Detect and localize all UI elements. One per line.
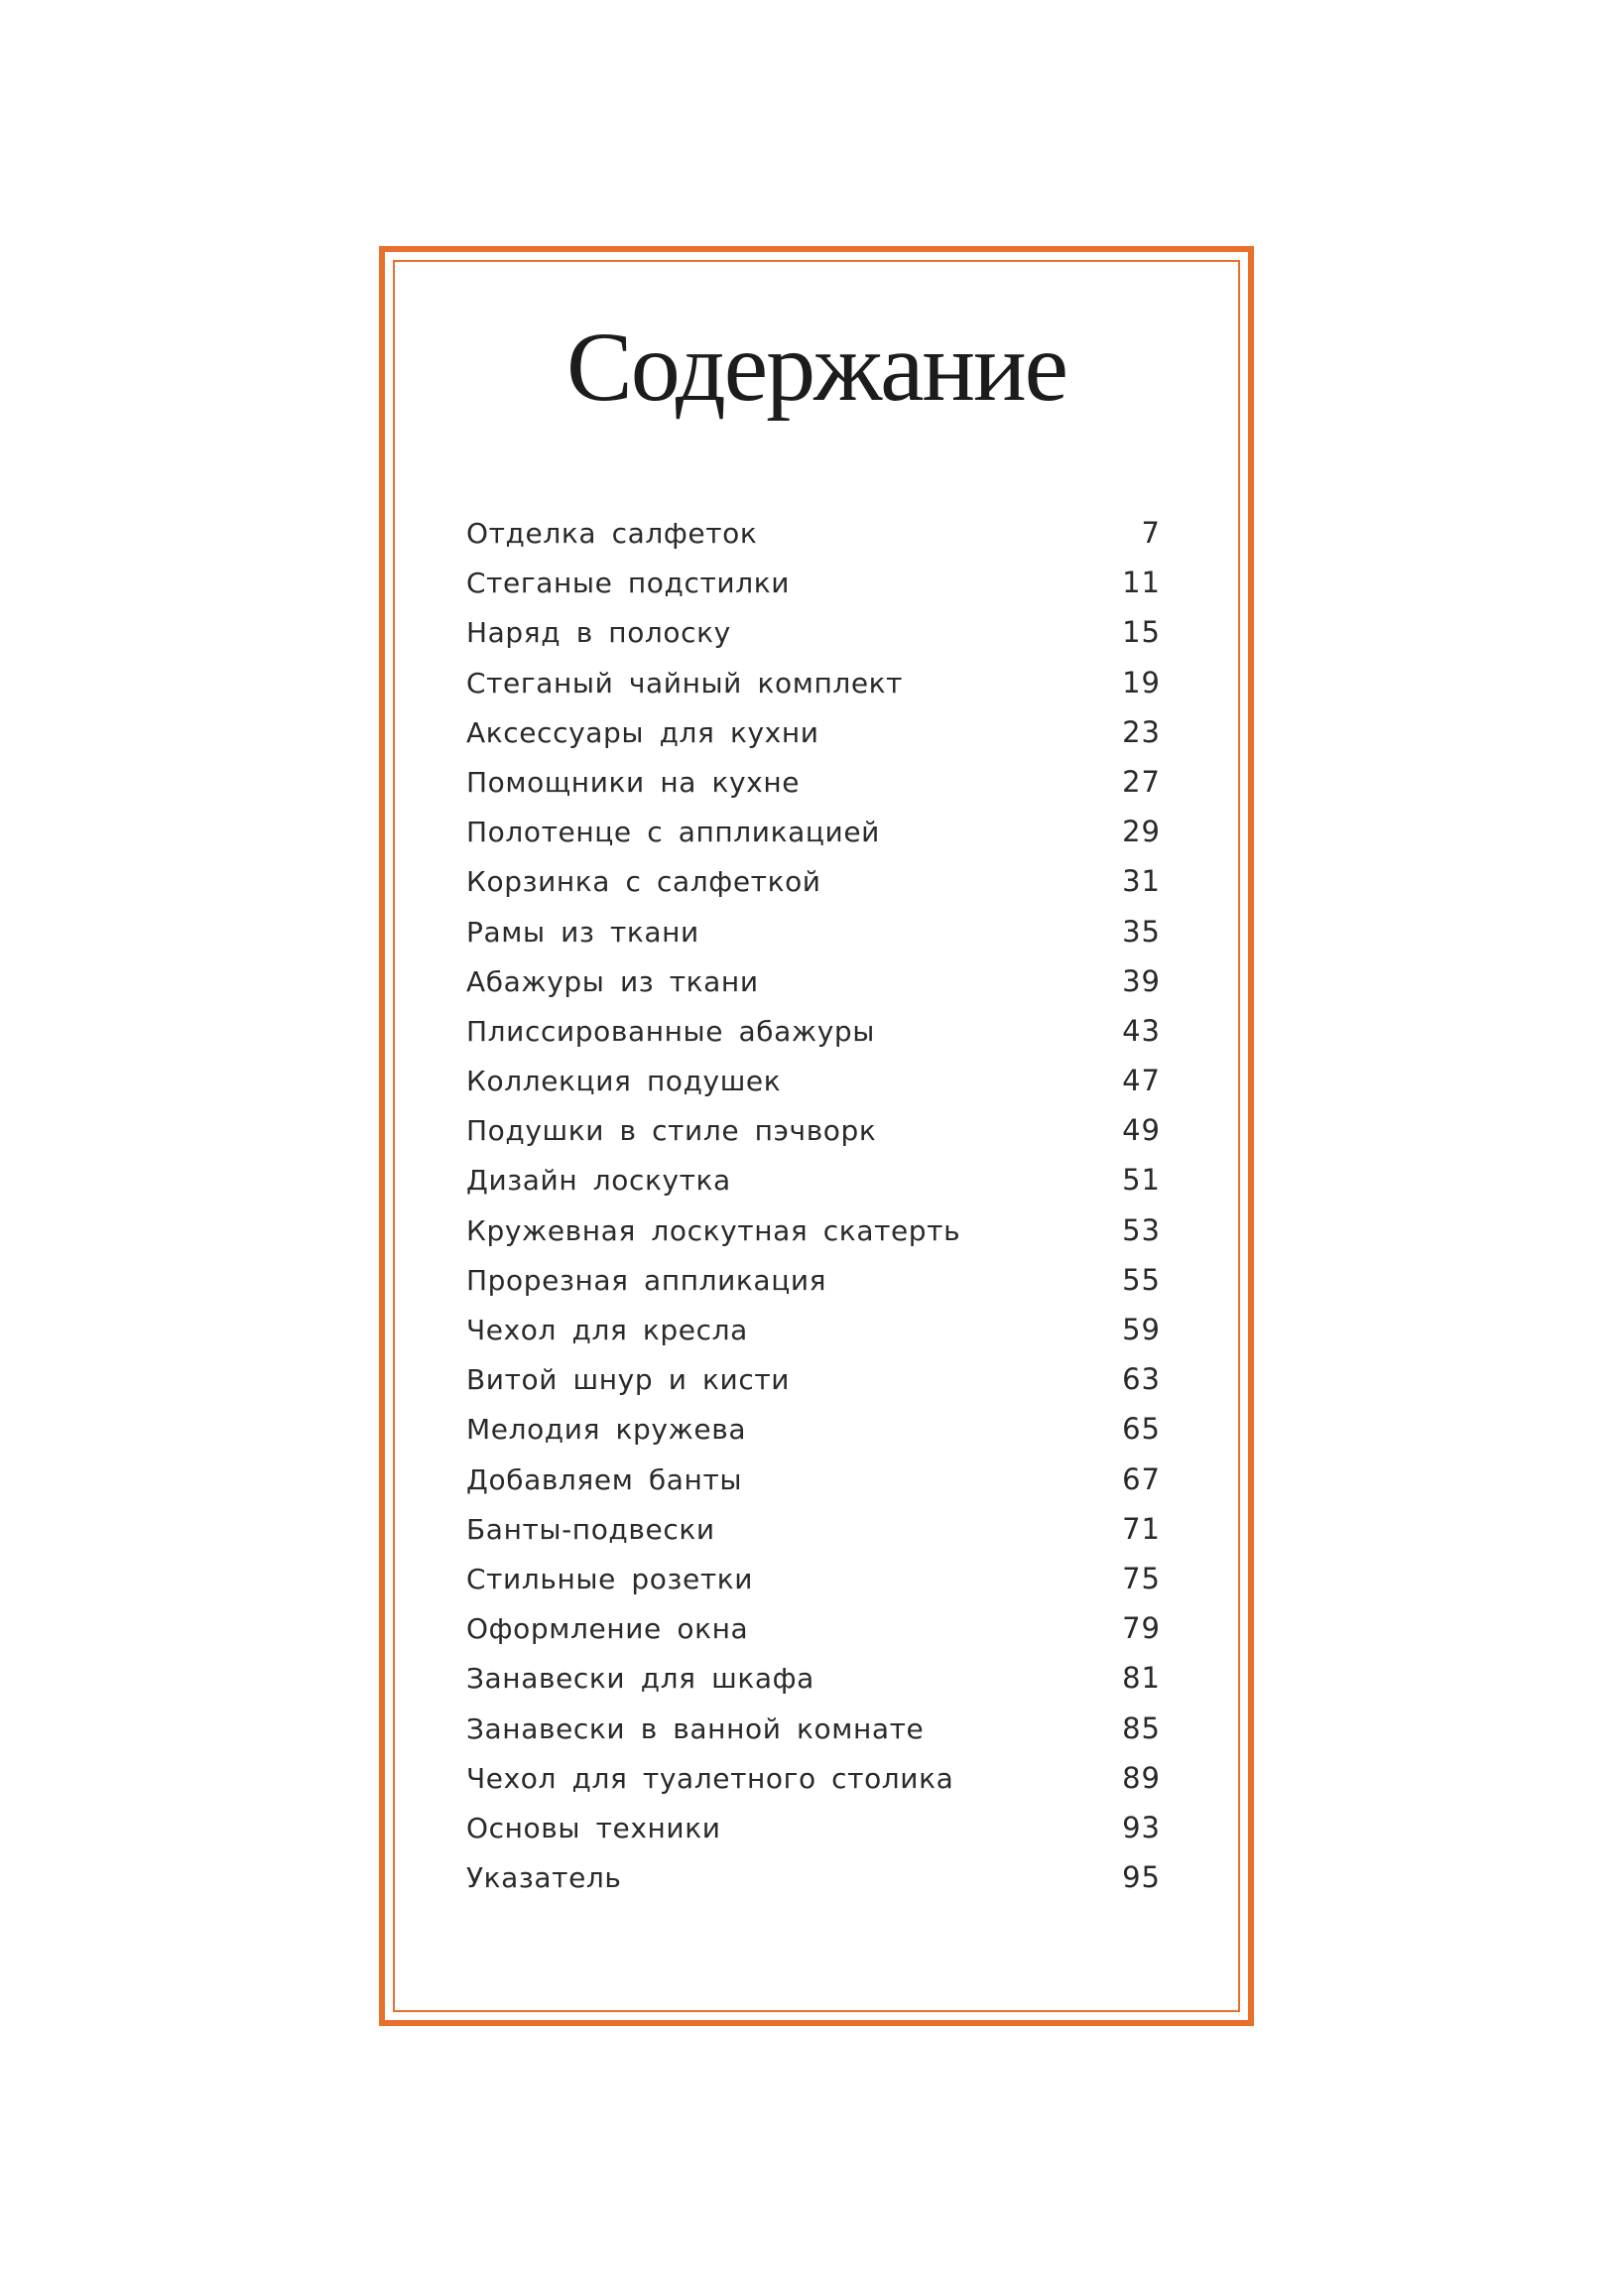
toc-entry	[466, 615, 1161, 665]
toc-entry-title: Кружевная лоскутная скатерть	[466, 1213, 961, 1247]
toc-entry-page: 49	[1122, 1113, 1161, 1148]
toc-entry-page: 51	[1122, 1163, 1161, 1198]
toc-entry-title: Корзинка с салфеткой	[466, 865, 821, 899]
toc-entry-title: Наряд в полоску	[466, 616, 731, 650]
toc-entry-page: 43	[1122, 1013, 1161, 1048]
toc-entry-page: 85	[1122, 1711, 1161, 1745]
toc-entry	[466, 1712, 1161, 1761]
toc-entry-title: Стеганые подстилки	[466, 567, 791, 600]
toc-entry	[466, 1412, 1161, 1461]
toc-entry	[466, 815, 1161, 864]
toc-entry	[466, 715, 1161, 765]
table-of-contents	[466, 516, 1161, 1910]
toc-entry-page: 75	[1122, 1561, 1161, 1595]
toc-entry	[466, 1611, 1161, 1661]
toc-entry-page: 29	[1122, 815, 1161, 849]
toc-entry	[466, 1462, 1161, 1512]
toc-entry-title: Стеганый чайный комплект	[466, 666, 904, 699]
toc-entry-title: Мелодия кружева	[466, 1413, 747, 1447]
toc-entry-title: Витой шнур и кисти	[466, 1363, 791, 1397]
toc-entry-title: Помощники на кухне	[466, 765, 801, 799]
toc-entry	[466, 864, 1161, 914]
toc-entry-title: Чехол для кресла	[466, 1314, 748, 1346]
toc-entry-page: 71	[1122, 1511, 1161, 1546]
toc-entry	[466, 1811, 1161, 1860]
toc-entry-page: 23	[1122, 714, 1161, 749]
toc-entry-page: 15	[1122, 615, 1161, 650]
contents-frame	[379, 246, 1254, 2026]
toc-entry	[466, 1113, 1161, 1163]
toc-entry	[466, 566, 1161, 615]
toc-entry-title: Банты-подвески	[466, 1512, 715, 1546]
toc-entry-page: 95	[1122, 1860, 1161, 1895]
toc-entry-page: 31	[1122, 864, 1161, 899]
toc-entry-title: Добавляем банты	[466, 1462, 743, 1496]
toc-entry-title: Полотенце с аппликацией	[466, 816, 880, 849]
toc-entry-title: Занавески для шкафа	[466, 1662, 814, 1696]
toc-entry-page: 11	[1122, 566, 1161, 600]
toc-entry-page: 65	[1122, 1412, 1161, 1447]
toc-entry-page: 35	[1122, 914, 1161, 949]
toc-entry	[466, 1562, 1161, 1611]
toc-entry-title: Отделка салфеток	[466, 517, 758, 550]
toc-entry-page: 27	[1122, 764, 1161, 799]
toc-entry-page: 39	[1122, 963, 1161, 998]
toc-entry-page: 55	[1122, 1262, 1161, 1297]
toc-entry-title: Прорезная аппликация	[466, 1263, 827, 1297]
toc-entry	[466, 516, 1161, 566]
toc-entry-title: Стильные розетки	[466, 1562, 754, 1595]
toc-entry-title: Дизайн лоскутка	[466, 1164, 731, 1198]
toc-entry-title: Плиссированные абажуры	[466, 1014, 876, 1048]
toc-entry-page: 53	[1122, 1212, 1161, 1247]
toc-entry-title: Рамы из ткани	[466, 915, 699, 949]
toc-entry-title: Указатель	[466, 1861, 622, 1895]
toc-entry	[466, 765, 1161, 815]
toc-entry-title: Аксессуары для кухни	[466, 715, 819, 749]
toc-entry-title: Чехол для туалетного столика	[466, 1761, 954, 1795]
toc-entry	[466, 1163, 1161, 1212]
toc-entry	[466, 1512, 1161, 1562]
toc-entry	[466, 1014, 1161, 1064]
toc-entry	[466, 1313, 1161, 1362]
toc-entry-page: 59	[1122, 1313, 1161, 1346]
toc-entry-title: Основы техники	[466, 1811, 721, 1844]
toc-entry-page: 89	[1122, 1760, 1161, 1795]
toc-entry	[466, 1761, 1161, 1811]
toc-entry	[466, 1263, 1161, 1313]
toc-entry-title: Абажуры из ткани	[466, 964, 759, 998]
page-title: Содержание	[566, 312, 1066, 422]
toc-entry-title: Оформление окна	[466, 1612, 749, 1646]
toc-entry-page: 67	[1122, 1461, 1161, 1496]
toc-entry-title: Подушки в стиле пэчворк	[466, 1114, 877, 1148]
toc-entry	[466, 1661, 1161, 1711]
toc-entry-title: Коллекция подушек	[466, 1065, 782, 1098]
toc-entry	[466, 1213, 1161, 1263]
toc-entry	[466, 1860, 1161, 1910]
toc-entry-page: 19	[1122, 665, 1161, 699]
toc-entry	[466, 666, 1161, 715]
toc-entry	[466, 1064, 1161, 1113]
toc-entry-title: Занавески в ванной комнате	[466, 1712, 925, 1745]
toc-entry-page: 81	[1122, 1661, 1161, 1696]
toc-entry-page: 93	[1122, 1810, 1161, 1844]
toc-entry	[466, 915, 1161, 964]
toc-entry-page: 63	[1122, 1362, 1161, 1397]
toc-entry-page: 7	[1141, 516, 1161, 550]
toc-entry	[466, 964, 1161, 1014]
toc-entry-page: 47	[1122, 1064, 1161, 1098]
toc-entry	[466, 1362, 1161, 1412]
toc-entry-page: 79	[1122, 1611, 1161, 1646]
